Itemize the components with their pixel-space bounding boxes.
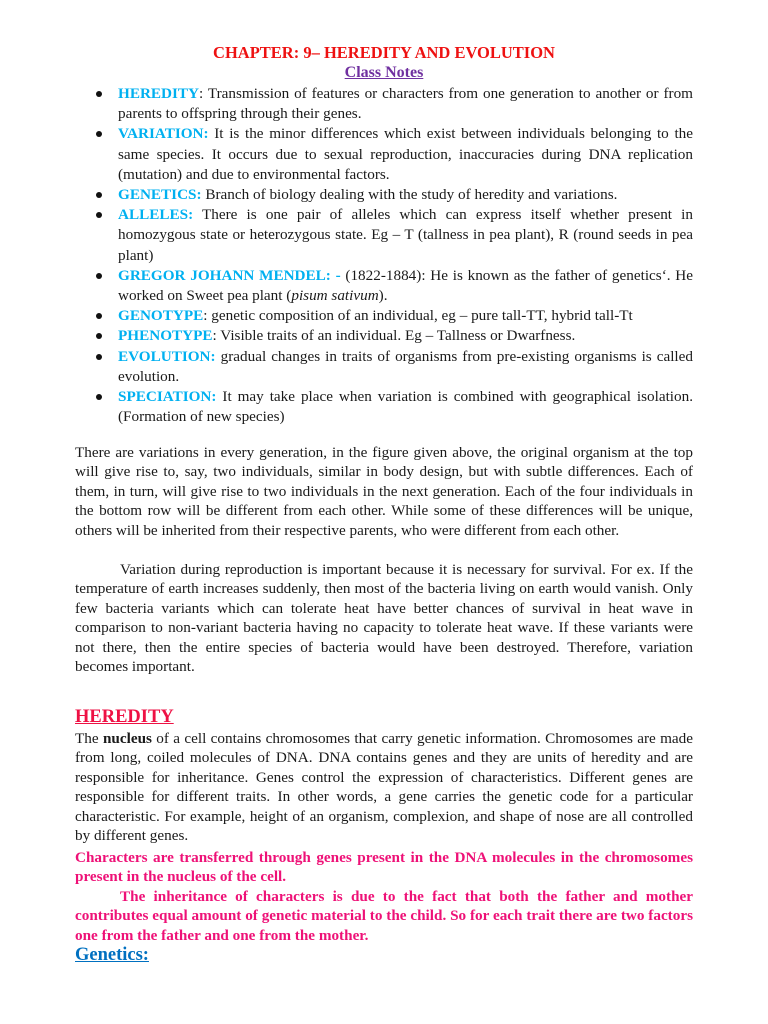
term-mendel: GREGOR JOHANN MENDEL: -	[118, 266, 341, 284]
term-evolution: EVOLUTION:	[118, 347, 216, 365]
list-item	[93, 185, 693, 205]
scientific-name: pisum sativum	[291, 287, 379, 305]
highlight-inheritance: The inheritance of characters is due to the fact that both the father and mother contributes equal amount of genetic material to the child. So for each trait there are two factors one from the father and one from the mother.	[75, 888, 693, 944]
list-item	[93, 387, 693, 427]
list-item	[93, 347, 693, 387]
list-item: HEREDITY: Transmission of features or characters from one generation to another or from parents to offspring through their genes.	[93, 84, 693, 124]
definition-text: Visible traits of an individual. Eg – Tallness or Dwarfness.	[220, 327, 576, 345]
bullet-icon	[96, 273, 102, 279]
list-item: GENOTYPE: genetic composition of an individual, eg – pure tall-TT, hybrid tall-Tt	[93, 306, 693, 326]
nucleus-term: nucleus	[102, 730, 152, 747]
term-speciation: SPECIATION:	[118, 388, 217, 406]
list-item	[93, 205, 693, 266]
definition-text: Branch of biology dealing with the study of heredity and variations.	[205, 186, 618, 204]
term-variation: VARIATION:	[118, 125, 209, 143]
bullet-icon	[96, 313, 102, 319]
definitions-list	[93, 84, 693, 427]
chapter-title: CHAPTER: 9– HEREDITY AND EVOLUTION	[213, 43, 555, 62]
bullet-icon	[96, 354, 102, 360]
bullet-icon	[96, 131, 102, 137]
variation-importance-paragraph: Variation during reproduction is important because it is necessary for survival. For ex. If the temperature of earth increases suddenly, then most of the bacteria living on earth would vanish. Only few bacteria variants which can tolerate heat have better chances of survival in heat wave in comparison to non-variant bacteria having no capacity to tolerate heat wave. If these variants were not there, then the entire species of bacteria would have been destroyed. Therefore, variation becomes important.	[75, 561, 693, 676]
definition-text: Transmission of features or characters from one generation to another or from parents to offspring through their genes.	[118, 85, 693, 123]
list-item	[93, 124, 693, 185]
bullet-icon	[96, 394, 102, 400]
definition-text: genetic composition of an individual, eg – pure tall-TT, hybrid tall-Tt	[211, 307, 633, 325]
variation-paragraph: There are variations in every generation, in the figure given above, the original organism at the top will give rise to, say, two individuals, similar in body design, but with subtle differences. Each of them, in turn, will give rise to two individuals in the next generation. Each of the four individuals in the bottom row will be different from each other. While some of these differences will be unique, others will be inherited from their respective parents, who were different from each other.	[75, 444, 693, 539]
class-notes-subtitle: Class Notes	[344, 64, 424, 81]
genetics-heading: Genetics:	[75, 945, 149, 965]
term-genetics: GENETICS:	[118, 186, 202, 204]
definition-text: It is the minor differences which exist between individuals belonging to the same species. It occurs due to sexual reproduction, inaccuracies during DNA replication (mutation) and due to environmental factors.	[118, 125, 693, 183]
highlight-characters: Characters are transferred through genes present in the DNA molecules in the chromosomes present in the nucleus of the cell.	[75, 849, 693, 886]
bullet-icon	[96, 192, 102, 198]
bullet-icon	[96, 333, 102, 339]
term-alleles: ALLELES:	[118, 206, 194, 224]
definition-text: (1822-1884): He is known as the father of genetics‘. He worked on Sweet pea plant (	[118, 266, 694, 305]
heredity-paragraph: The nucleus of a cell contains chromosomes that carry genetic information. Chromosomes are made from long, coiled molecules of DNA. DNA contains genes and they are units of heredity and are responsible for inheritance. Genes control the expression of characteristics. Different genes are responsible for different traits. In other words, a gene carries the genetic code for a particular characteristic. For example, height of an organism, complexion, and shape of nose are all controlled by different genes.	[75, 730, 694, 845]
definition-text: There is one pair of alleles which can express itself whether present in homozygous state or heterozygous state. Eg – T (tallness in pea plant), R (round seeds in pea plant)	[118, 206, 693, 264]
term-phenotype: PHENOTYPE	[118, 327, 213, 345]
definition-text: gradual changes in traits of organisms from pre-existing organisms is called evolution.	[118, 347, 693, 385]
term-heredity: HEREDITY	[118, 85, 200, 102]
bullet-icon	[96, 212, 102, 218]
definition-text: It may take place when variation is combined with geographical isolation. (Formation of new species)	[118, 388, 693, 426]
list-item: PHENOTYPE: Visible traits of an individual. Eg – Tallness or Dwarfness.	[93, 326, 693, 346]
heredity-heading: HEREDITY	[75, 707, 174, 727]
list-item: GREGOR JOHANN MENDEL: - (1822-1884): He is known as the father of genetics‘. He worked on Sweet pea plant (pisum sativum).	[93, 266, 693, 306]
term-genotype: GENOTYPE	[118, 307, 204, 325]
bullet-icon	[96, 91, 102, 97]
